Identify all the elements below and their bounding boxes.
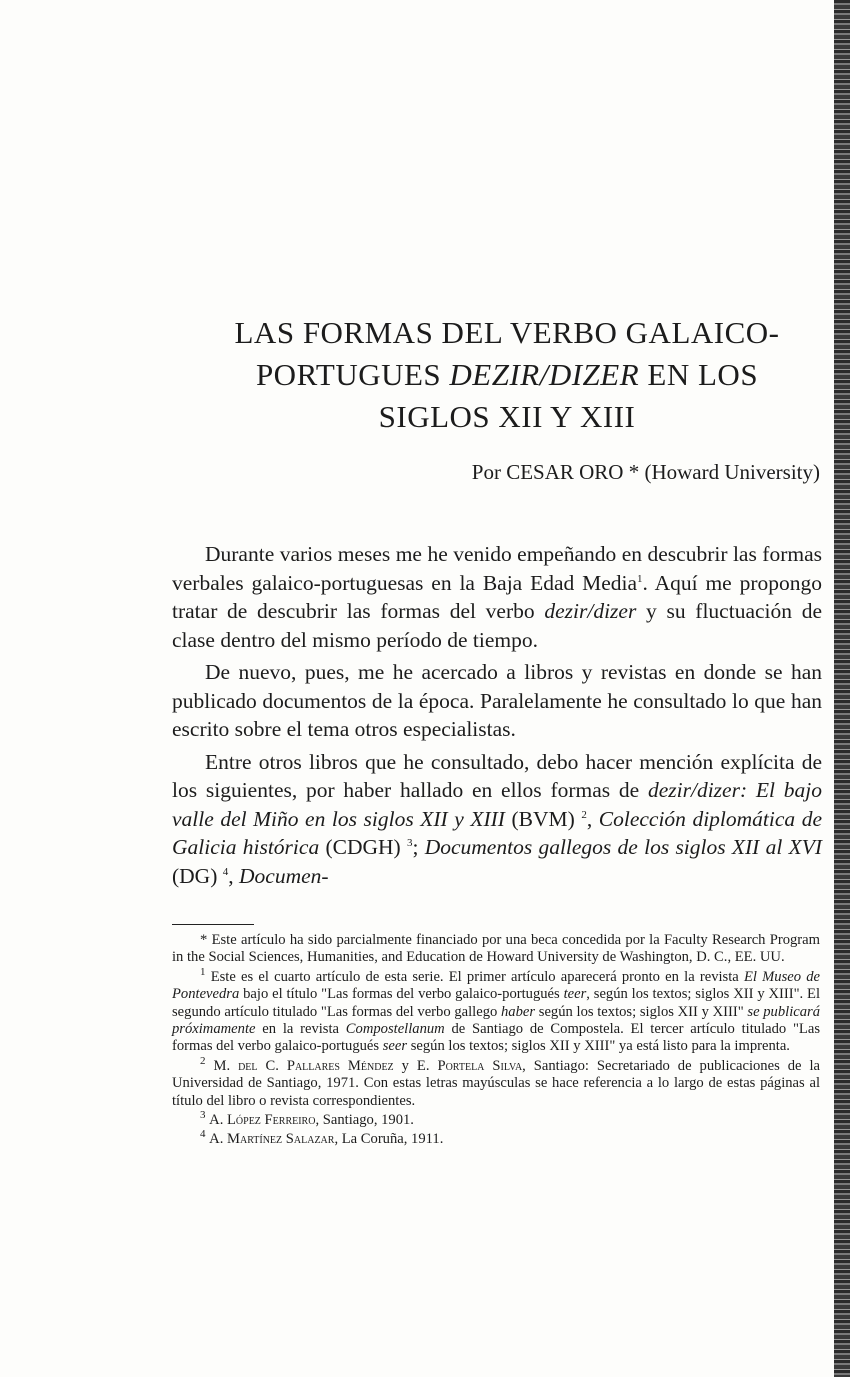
- title-italic-verb: DEZIR/DIZER: [449, 357, 640, 392]
- footnote-4: [172, 1128, 820, 1148]
- fn1-g: según los textos; siglos XII y XIII" ya está listo para la imprenta.: [407, 1038, 790, 1055]
- fn2-rest: , Santiago: Secretariado de publicaciones de la Universidad de Santiago, 1971. Con estas letras mayúsculas se hace referencia a lo largo de estas páginas al título del libro o revista correspondientes.: [172, 1057, 821, 1109]
- fn3-rest: , Santiago, 1901.: [315, 1112, 414, 1129]
- p3-italic-1: dezir/dizer: El bajo valle del Miño en los siglos XII y XIII: [172, 778, 822, 831]
- title-line-2-pre: PORTUGUES: [255, 357, 450, 392]
- p3-italic-4: Documen-: [239, 863, 329, 888]
- title-line-2: [212, 354, 802, 396]
- fn1-c: , según los textos; siglos XII y XIII". El segundo artículo titulado "Las formas del verbo gallego: [172, 986, 821, 1020]
- fn1-f: de Santiago de Compostela. El tercer artículo titulado "Las formas del verbo galaico-portugués: [172, 1021, 820, 1055]
- footnote-ref-2: 2: [581, 808, 587, 821]
- paragraph-1: [172, 540, 822, 654]
- fn1-e: en la revista: [255, 1021, 346, 1038]
- p1-text-a: Durante varios meses me he venido empeñando en descubrir las formas verbales galaico-portuguesas en la Baja Edad Media: [172, 542, 822, 595]
- footnote-marker: *: [200, 932, 208, 948]
- fn3-author: A. López Ferreiro: [209, 1112, 316, 1129]
- p3-text-e: ;: [412, 835, 425, 859]
- title-line-3: SIGLOS XII Y XIII: [378, 399, 636, 434]
- scan-binding-edge: [834, 0, 850, 1377]
- footnote-marker: 1: [200, 965, 206, 978]
- footnote-1: [172, 965, 821, 1056]
- p3-text-g: ,: [228, 863, 239, 888]
- p1-italic: dezir/dizer: [544, 599, 637, 623]
- fn1-a: Este es el cuarto artículo de esta serie. El primer artículo aparecerá pronto en la revista: [210, 968, 744, 985]
- footnote-marker: 3: [200, 1109, 206, 1122]
- footnote-2: [172, 1054, 821, 1110]
- title-line-1: LAS FORMAS DEL VERBO GALAICO-: [234, 315, 780, 350]
- fn1-i3: haber: [501, 1003, 536, 1020]
- fn4-rest: , La Coruña, 1911.: [334, 1131, 444, 1148]
- fn1-i4: se publicará próximamente: [172, 1003, 821, 1038]
- footnotes: [172, 932, 820, 1149]
- fn1-i2: teer: [563, 986, 587, 1003]
- fn2-author-1: M. del C. Pallares Méndez: [213, 1057, 394, 1074]
- body-text: [172, 540, 822, 890]
- footnote-marker: 4: [200, 1128, 206, 1141]
- article-title: [212, 312, 802, 438]
- p3-text-b: (BVM): [504, 806, 582, 831]
- footnote-text: Este artículo ha sido parcialmente financiado por una beca concedida por la Faculty Research Program in the Social Sciences, Humanities, and Education de Howard University de Washington, D. C., EE. UU.: [172, 932, 820, 966]
- p3-italic-3: Documentos gallegos de los siglos XII al XVI: [424, 835, 822, 859]
- footnote-marker: 2: [200, 1054, 206, 1067]
- author-byline: Por CESAR ORO * (Howard University): [471, 460, 820, 484]
- footnote-ref-4: 4: [222, 865, 229, 878]
- fn2-author-2: E. Portela Silva: [416, 1057, 523, 1074]
- fn2-and: y: [393, 1057, 417, 1074]
- footnote-separator: [172, 924, 254, 925]
- p3-text-f: (DG): [172, 863, 223, 888]
- p1-text-b: . Aquí me propongo tratar de descubrir las formas del verbo: [172, 570, 822, 623]
- footnote-ref-1: 1: [637, 572, 643, 585]
- p3-text-d: (CDGH): [319, 835, 407, 859]
- fn1-i1: El Museo de Pontevedra: [172, 968, 821, 1003]
- p3-italic-2: Colección diplomática de Galicia histórica: [172, 806, 823, 859]
- fn1-i6: seer: [382, 1038, 408, 1055]
- fn1-i5: Compostellanum: [345, 1021, 445, 1038]
- footnote-ref-3: 3: [406, 836, 413, 849]
- paragraph-2: De nuevo, pues, me he acercado a libros y revistas en donde se han publicado documentos de la época. Paralelamente he consultado lo que han escrito sobre el tema otros especialistas.: [172, 660, 822, 741]
- footnote-3: [172, 1109, 820, 1129]
- p1-text-c: y su fluctuación de clase dentro del mismo período de tiempo.: [172, 599, 822, 652]
- fn1-d: según los textos; siglos XII y XIII": [535, 1003, 748, 1020]
- p3-text-a: Entre otros libros que he consultado, debo hacer mención explícita de los siguientes, por haber hallado en ellos formas de: [172, 749, 822, 802]
- fn1-b: bajo el título "Las formas del verbo galaico-portugués: [239, 986, 564, 1003]
- p3-text-c: ,: [586, 806, 599, 831]
- footnote-star: [172, 932, 820, 967]
- paragraph-3: [172, 748, 822, 891]
- fn4-author: A. Martínez Salazar: [209, 1131, 335, 1148]
- title-line-2-post: EN LOS: [639, 357, 759, 392]
